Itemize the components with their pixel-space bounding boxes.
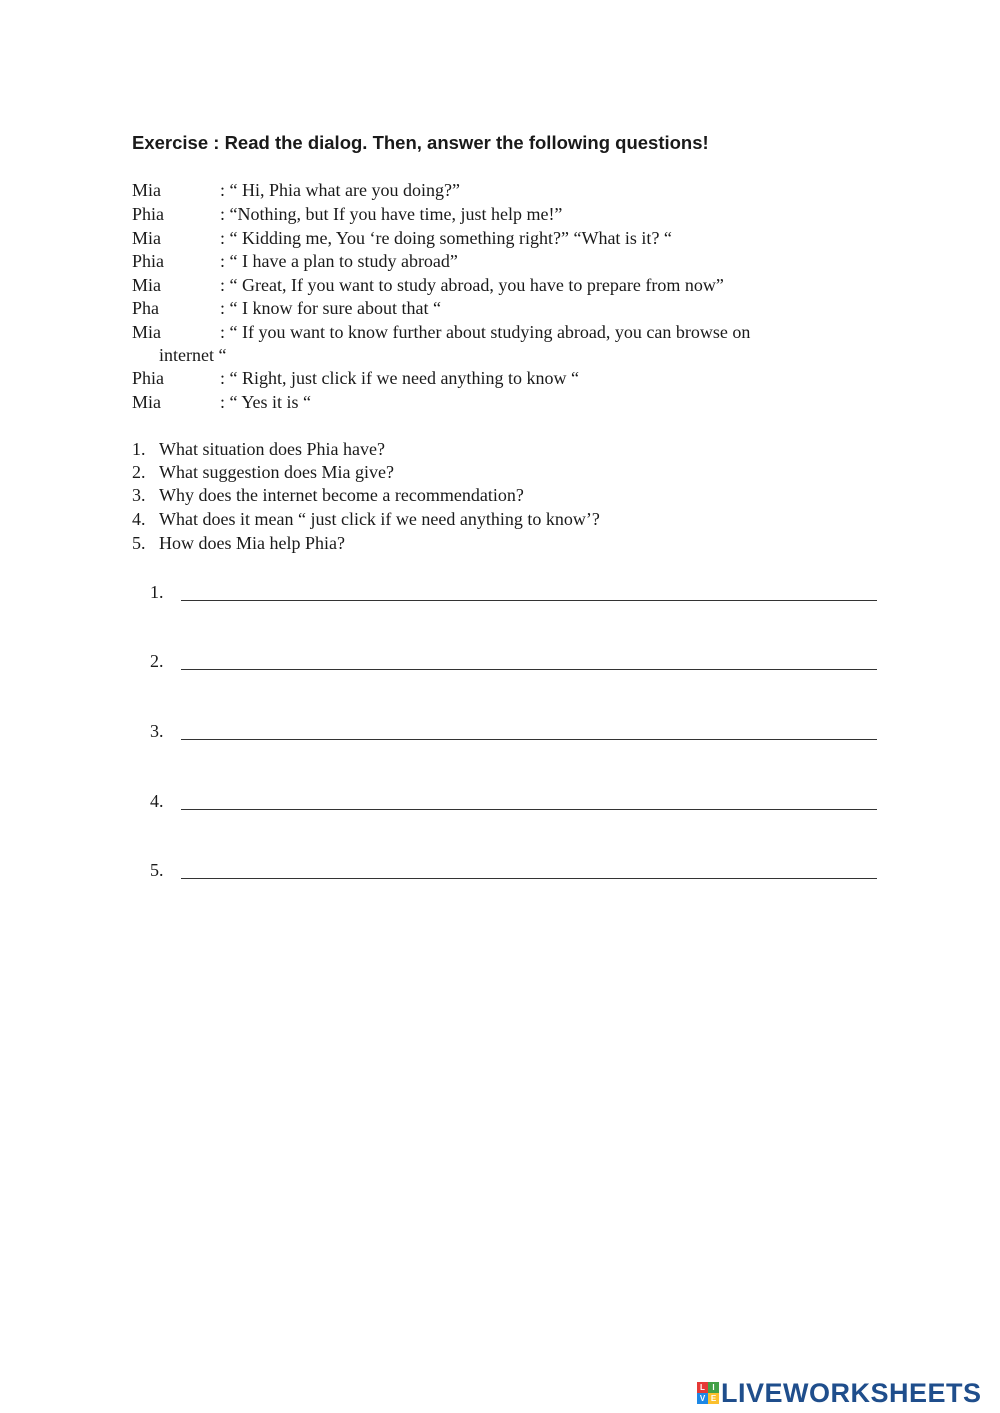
dialog-line bbox=[132, 202, 562, 226]
answer-number: 4. bbox=[150, 791, 164, 811]
dialog-continuation: internet “ bbox=[159, 345, 227, 365]
answer-line[interactable] bbox=[181, 878, 877, 879]
question-number: 1. bbox=[132, 439, 146, 459]
dialog-speaker: Mia bbox=[132, 228, 161, 248]
logo-mark-cell: V bbox=[697, 1393, 708, 1404]
dialog-text: : “ I know for sure about that “ bbox=[220, 298, 441, 318]
dialog-line bbox=[132, 366, 579, 390]
question-item bbox=[132, 483, 524, 507]
answer-number: 1. bbox=[150, 582, 164, 602]
dialog-speaker: Phia bbox=[132, 368, 165, 388]
dialog-line bbox=[132, 178, 460, 202]
dialog-text: : “ Yes it is “ bbox=[220, 392, 312, 412]
dialog-text: : “ If you want to know further about studying abroad, you can browse on bbox=[220, 322, 751, 342]
question-item bbox=[132, 437, 385, 461]
dialog-text: : “ Hi, Phia what are you doing?” bbox=[220, 180, 460, 200]
dialog-speaker: Phia bbox=[132, 204, 165, 224]
logo-mark-icon bbox=[697, 1382, 719, 1404]
answer-row bbox=[150, 789, 877, 815]
dialog-text: : “ I have a plan to study abroad” bbox=[220, 251, 458, 271]
dialog-speaker: Mia bbox=[132, 392, 161, 412]
logo-mark-cell: I bbox=[708, 1382, 719, 1393]
question-item bbox=[132, 507, 600, 531]
dialog-speaker: Mia bbox=[132, 275, 161, 295]
dialog-speaker: Pha bbox=[132, 298, 159, 318]
question-item bbox=[132, 531, 345, 555]
dialog-text: : “Nothing, but If you have time, just help me!” bbox=[220, 204, 563, 224]
question-text: What suggestion does Mia give? bbox=[159, 462, 394, 482]
question-number: 3. bbox=[132, 485, 146, 505]
logo-mark-cell: L bbox=[697, 1382, 708, 1393]
answer-number: 5. bbox=[150, 860, 164, 880]
question-text: Why does the internet become a recommendation? bbox=[159, 485, 524, 505]
dialog-speaker: Phia bbox=[132, 251, 165, 271]
dialog-line bbox=[132, 390, 311, 414]
answer-line[interactable] bbox=[181, 809, 877, 810]
liveworksheets-logo bbox=[697, 1376, 982, 1410]
answer-row bbox=[150, 858, 877, 884]
dialog-line bbox=[132, 320, 750, 344]
answer-row bbox=[150, 649, 877, 675]
logo-mark-cell: E bbox=[708, 1393, 719, 1404]
dialog-line bbox=[132, 273, 724, 297]
question-item bbox=[132, 460, 394, 484]
exercise-title: Exercise : Read the dialog. Then, answer the following questions! bbox=[132, 132, 709, 153]
answer-number: 2. bbox=[150, 651, 164, 671]
dialog-line bbox=[132, 226, 672, 250]
answer-row bbox=[150, 719, 877, 745]
question-number: 5. bbox=[132, 533, 146, 553]
dialog-text: : “ Great, If you want to study abroad, you have to prepare from now” bbox=[220, 275, 724, 295]
dialog-line bbox=[132, 296, 441, 320]
answer-row bbox=[150, 580, 877, 606]
dialog-line bbox=[132, 249, 458, 273]
dialog-text: : “ Kidding me, You ‘re doing something right?” “What is it? “ bbox=[220, 228, 672, 248]
question-text: What does it mean “ just click if we need anything to know’? bbox=[159, 509, 600, 529]
answer-line[interactable] bbox=[181, 739, 877, 740]
answer-line[interactable] bbox=[181, 600, 877, 601]
logo-text: LIVEWORKSHEETS bbox=[721, 1377, 982, 1408]
dialog-text: : “ Right, just click if we need anything to know “ bbox=[220, 368, 579, 388]
dialog-speaker: Mia bbox=[132, 180, 161, 200]
answer-line[interactable] bbox=[181, 669, 877, 670]
question-number: 2. bbox=[132, 462, 146, 482]
dialog-speaker: Mia bbox=[132, 322, 161, 342]
question-text: How does Mia help Phia? bbox=[159, 533, 345, 553]
answer-number: 3. bbox=[150, 721, 164, 741]
question-text: What situation does Phia have? bbox=[159, 439, 385, 459]
question-number: 4. bbox=[132, 509, 146, 529]
